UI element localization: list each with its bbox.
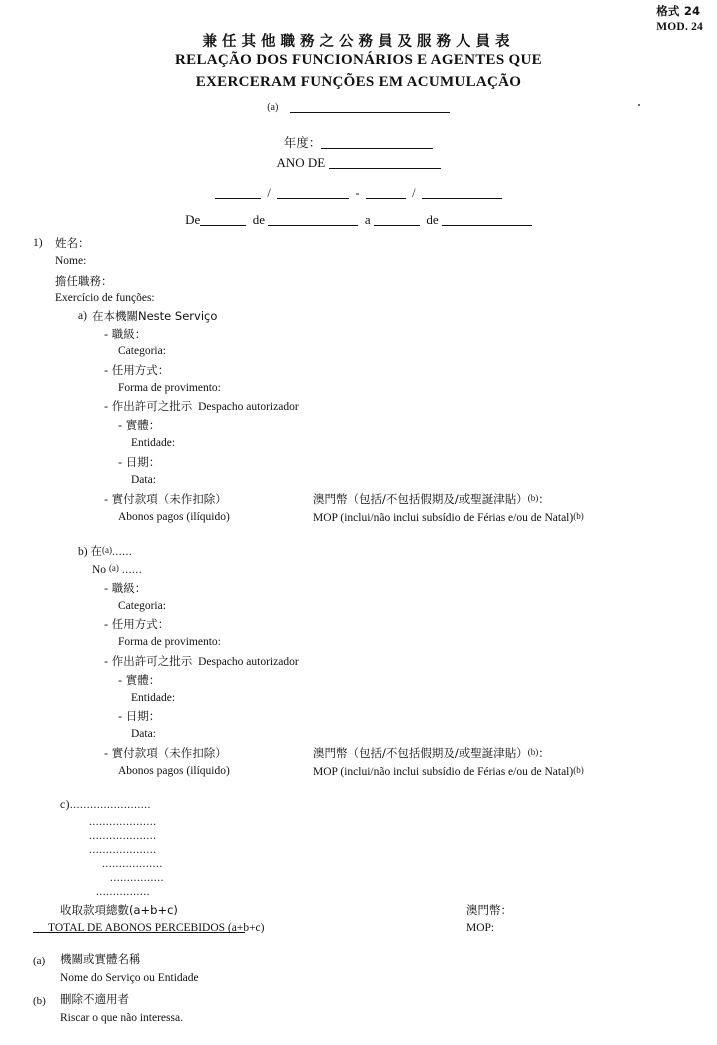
footnote-b-pt: Riscar o que não interessa. — [60, 1012, 183, 1024]
period-from-month-input[interactable] — [215, 187, 261, 199]
section-b-zh-dots: ...... — [111, 546, 133, 558]
section-b-date-zh: - 日期： — [118, 709, 161, 723]
section-a-date-pt: Data: — [131, 474, 156, 486]
section-b-label: b) — [78, 546, 88, 558]
date-range-to-month-input[interactable] — [442, 214, 532, 226]
section-b-pt-dots: ...... — [121, 564, 143, 576]
duties-label-pt: Exercício de funções: — [55, 292, 155, 304]
section-a-mop-zh-sup: (b) — [527, 493, 539, 503]
section-a-mop-pt-sup: (b) — [573, 511, 584, 521]
section-b-mop-zh: 澳門幣（包括/不包括假期及/或聖誕津貼） — [313, 746, 528, 760]
section-a-entity-zh: - 實體： — [118, 418, 161, 432]
year-input-pt[interactable] — [329, 157, 441, 169]
section-b-authorization — [104, 655, 299, 670]
section-c-dots-5: ................ — [110, 872, 164, 884]
section-b-mop-pt-sup: (b) — [573, 765, 584, 775]
section-b-pt-sup: (a) — [108, 563, 119, 573]
service-name-input[interactable] — [290, 101, 450, 113]
section-a-authorization-zh: - 作出許可之批示 — [104, 399, 193, 413]
section-b-paid-zh: - 實付款項（未作扣除） — [104, 746, 227, 760]
date-range-from-day-input[interactable] — [200, 214, 246, 226]
section-b-category-pt: Categoria: — [118, 600, 166, 612]
name-label-zh: 姓名： — [55, 236, 90, 250]
section-a-authorization — [104, 400, 299, 415]
section-c-dots-4: .................. — [102, 858, 163, 870]
section-b-category-zh: - 職級： — [104, 581, 147, 595]
year-field-block — [0, 133, 717, 173]
date-range-de-label: De — [185, 212, 201, 227]
section-b-pt-row — [92, 563, 142, 578]
year-input-zh[interactable] — [321, 137, 433, 149]
section-a-title: 在本機關Neste Serviço — [92, 309, 218, 323]
section-b-zh-sup: (a) — [101, 545, 112, 555]
section-c-dots-3: .................... — [89, 844, 157, 856]
section-a-paid-zh: - 實付款項（未作扣除） — [104, 492, 227, 506]
section-b-appointment-pt: Forma de provimento: — [118, 636, 221, 648]
footnote-b-mark: (b) — [33, 995, 46, 1007]
section-a-mop-pt: MOP (inclui/não inclui subsídio de Férias e/ou de Natal) — [313, 512, 574, 524]
date-range-a-label: a — [364, 212, 371, 227]
section-c-dots-1: .................... — [89, 816, 157, 828]
service-name-field-row — [0, 101, 717, 114]
footnote-a-pt: Nome do Serviço ou Entidade — [60, 972, 199, 984]
date-range-de-label-3: de — [426, 212, 439, 227]
section-b-mop-zh-colon: ： — [538, 746, 550, 760]
year-label-zh: 年度： — [283, 135, 322, 150]
total-mop-pt: MOP: — [466, 922, 495, 934]
section-a-category-zh: - 職級： — [104, 327, 147, 341]
page-title-pt-line1: RELAÇÃO DOS FUNCIONÁRIOS E AGENTES QUE — [175, 52, 542, 68]
period-field-row — [0, 186, 717, 201]
section-b-mop-zh-sup: (b) — [527, 747, 539, 757]
page-title-pt-line2: EXERCERAM FUNÇÕES EM ACUMULAÇÃO — [195, 73, 522, 90]
section-a-entity-pt: Entidade: — [131, 437, 176, 449]
section-a-authorization-pt: Despacho autorizador — [198, 401, 299, 413]
total-mop-zh: 澳門幣： — [466, 903, 512, 917]
note-a-marker: (a) — [267, 102, 279, 113]
section-a-category-pt: Categoria: — [118, 345, 166, 357]
period-slash-1: / — [267, 186, 271, 200]
section-c-dots-6: ................ — [96, 886, 150, 898]
total-label-pt: TOTAL DE ABONOS PERCEBIDOS (a+b+c) — [48, 922, 265, 934]
section-b-mop-pt-row — [313, 765, 584, 780]
section-c-dots-2: .................... — [89, 830, 157, 842]
section-b-pt: No — [92, 564, 107, 576]
section-b-authorization-zh: - 作出許可之批示 — [104, 654, 193, 668]
footnote-separator — [33, 932, 245, 933]
section-a-mop-pt-row — [313, 511, 584, 526]
section-a-paid-pt: Abonos pagos (ilíquido) — [118, 511, 230, 523]
section-a-mop-zh-colon: ： — [538, 492, 550, 506]
footnote-a-mark: (a) — [33, 955, 46, 967]
section-b-authorization-pt: Despacho autorizador — [198, 656, 299, 668]
date-range-row — [0, 212, 717, 228]
period-to-month-input[interactable] — [366, 187, 406, 199]
period-dash: - — [355, 186, 360, 200]
section-b-paid-pt: Abonos pagos (ilíquido) — [118, 765, 230, 777]
duties-label-zh: 擔任職務： — [55, 274, 113, 288]
footnote-b-zh: 刪除不適用者 — [60, 992, 129, 1006]
section-b-entity-zh: - 實體： — [118, 673, 161, 687]
period-slash-2: / — [412, 186, 416, 200]
page-title-zh: 兼任其他職務之公務員及服務人員表 — [202, 34, 515, 50]
form-code-zh: 格式 24 — [656, 4, 701, 18]
section-a-mop-zh-row — [313, 493, 550, 508]
footnote-a-zh: 機關或實體名稱 — [60, 952, 141, 966]
page-title-pt — [0, 50, 717, 94]
item-number: 1) — [33, 237, 43, 249]
year-row-zh — [0, 133, 717, 153]
year-row-pt — [0, 153, 717, 173]
section-c-label: c)........................ — [60, 799, 151, 811]
section-b-mop-zh-row — [313, 747, 550, 762]
section-a-label: a) — [78, 310, 87, 322]
total-label-zh: 收取款項總數(a+b+c) — [60, 903, 178, 917]
section-a-mop-zh: 澳門幣（包括/不包括假期及/或聖誕津貼） — [313, 492, 528, 506]
name-label-pt: Nome: — [55, 255, 87, 267]
form-code-mod: MOD. 24 — [656, 20, 703, 33]
section-b-zh: 在 — [90, 544, 102, 558]
date-range-de-label-2: de — [252, 212, 266, 227]
section-a-appointment-pt: Forma de provimento: — [118, 382, 221, 394]
period-to-year-input[interactable] — [422, 187, 502, 199]
section-b-entity-pt: Entidade: — [131, 692, 176, 704]
date-range-from-month-input[interactable] — [268, 214, 358, 226]
section-b-mop-pt: MOP (inclui/não inclui subsídio de Férias e/ou de Natal) — [313, 766, 574, 778]
period-from-year-input[interactable] — [277, 187, 349, 199]
section-b-appointment-zh: - 任用方式： — [104, 617, 170, 631]
year-label-pt: ANO DE — [276, 155, 326, 171]
section-b-date-pt: Data: — [131, 728, 156, 740]
section-a-date-zh: - 日期： — [118, 455, 161, 469]
section-a-appointment-zh: - 任用方式： — [104, 363, 170, 377]
date-range-to-day-input[interactable] — [374, 214, 420, 226]
section-b-label-row — [78, 545, 132, 560]
